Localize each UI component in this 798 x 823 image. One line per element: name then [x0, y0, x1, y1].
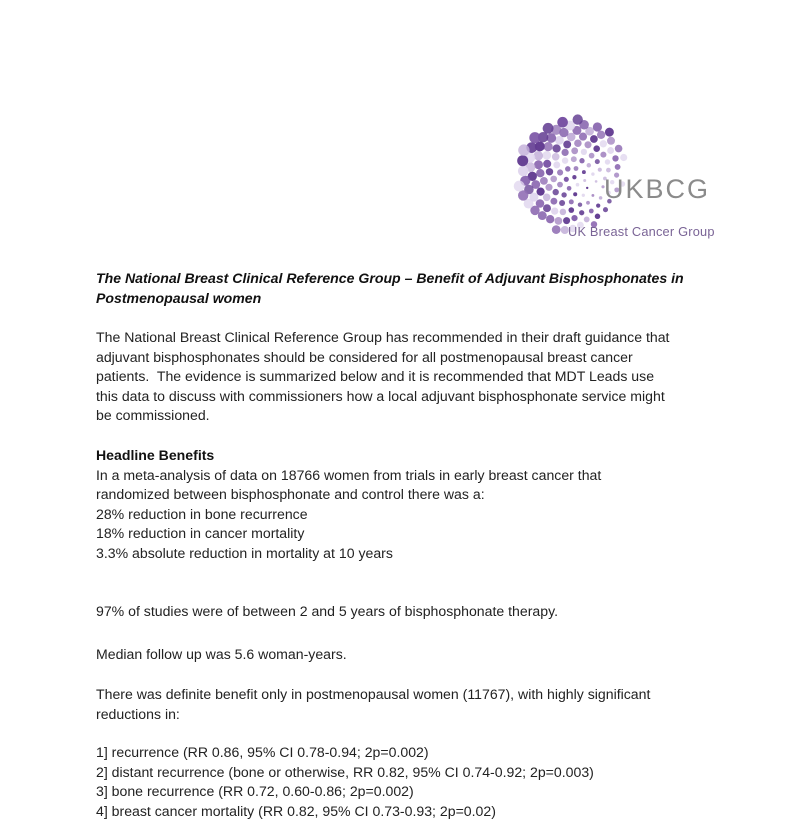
logo-dot: [591, 172, 594, 175]
logo-dot: [561, 149, 568, 156]
text-line: 4] breast cancer mortality (RR 0.82, 95% CI 0.73-0.93; 2p=0.02): [96, 802, 496, 819]
logo-dot: [581, 149, 587, 155]
logo-dot: [518, 144, 529, 155]
logo-dot: [571, 156, 577, 162]
headline-benefits-body: [96, 466, 601, 564]
headline-benefits-heading: Headline Benefits: [96, 447, 215, 463]
logo-dot: [595, 180, 598, 183]
logo-dot: [518, 166, 529, 177]
text-line: 28% reduction in bone recurrence: [96, 505, 308, 522]
logo-dot: [565, 166, 571, 172]
logo-dot: [529, 132, 540, 143]
logo-dot: [574, 139, 582, 147]
text-line: 1] recurrence (RR 0.86, 95% CI 0.78-0.94; 2p=0.002): [96, 744, 429, 760]
logo-dot: [571, 215, 577, 221]
logo-dot: [598, 168, 602, 172]
logo-dot: [607, 147, 614, 154]
logo-dot: [576, 183, 580, 187]
reduction-list: [96, 743, 594, 821]
logo-dot: [543, 194, 551, 202]
text-line: The National Breast Clinical Reference Group has recommended in their draft guidance that: [96, 329, 670, 345]
logo-dot: [544, 142, 553, 151]
logo-dot: [550, 198, 557, 205]
logo-dot: [600, 140, 607, 147]
text-line: In a meta-analysis of data on 18766 women from trials in early breast cancer that: [96, 466, 602, 483]
text-line: Postmenopausal women: [96, 289, 262, 306]
logo-dot: [589, 153, 595, 159]
logo-dot: [545, 184, 552, 191]
logo-dot: [517, 155, 528, 166]
intro-paragraph: [96, 328, 669, 426]
logo-dot: [603, 207, 608, 212]
logo-dot: [562, 157, 568, 163]
logo-dot: [600, 152, 606, 158]
logo-dot: [546, 215, 554, 223]
logo-dot: [561, 192, 566, 197]
studies-duration-text: 97% of studies were of between 2 and 5 years of bisphosphonate therapy.: [96, 603, 559, 619]
logo-dot: [620, 154, 627, 161]
logo-dot: [518, 190, 528, 200]
logo-dot: [540, 177, 548, 185]
logo-dot: [578, 202, 582, 206]
text-line: reductions in:: [96, 705, 180, 722]
logo-dot: [559, 200, 565, 206]
logo-dot: [573, 192, 577, 196]
logo-dot: [557, 117, 568, 128]
logo-dot: [557, 169, 563, 175]
logo-dot: [550, 176, 557, 183]
median-followup-text: Median follow up was 5.6 woman-years.: [96, 646, 347, 662]
logo-dot: [589, 209, 594, 214]
logo-dot: [572, 175, 576, 179]
logo-dot: [579, 158, 584, 163]
logo-dot: [552, 144, 560, 152]
logo-dot: [595, 214, 601, 220]
logo-dot: [615, 164, 621, 170]
logo-dot: [553, 161, 560, 168]
logo-dot: [564, 177, 569, 182]
logo-dot: [590, 135, 598, 143]
logo-dot: [560, 209, 567, 216]
logo-dot: [551, 207, 558, 214]
logo-dot: [583, 179, 586, 182]
logo-dot: [593, 145, 600, 152]
logo-dot: [552, 225, 561, 234]
logo-dot: [582, 170, 586, 174]
logo-dot: [582, 194, 585, 197]
logo-dot: [555, 136, 564, 145]
logo-dot: [597, 131, 605, 139]
text-line: The National Breast Clinical Reference Group – Benefit of Adjuvant Bisphosphonates in: [96, 270, 684, 286]
text-line: 18% reduction in cancer mortality: [96, 525, 305, 542]
logo-dot: [584, 216, 590, 222]
logo-dot: [537, 188, 545, 196]
text-line: randomized between bisphosphonate and control there was a:: [96, 486, 485, 503]
text-line: 3.3% absolute reduction in mortality at 10 years: [96, 544, 393, 561]
logo-dot: [557, 182, 563, 188]
text-line: 3] bone recurrence (RR 0.72, 0.60-0.86; 2p=0.002): [96, 783, 414, 800]
logo-dot: [571, 147, 578, 154]
logo-dot: [563, 140, 571, 148]
logo-dot: [569, 199, 574, 204]
logo-dot: [606, 168, 611, 173]
logo-wordmark: UKBCG: [604, 174, 711, 204]
logo-dot: [543, 160, 551, 168]
document-title: [96, 269, 684, 308]
logo-dot: [552, 153, 560, 161]
logo-dot: [543, 123, 554, 134]
logo-dot: [586, 187, 588, 189]
logo-dot: [586, 201, 590, 205]
logo-dot: [543, 204, 551, 212]
logo-dot: [579, 210, 584, 215]
logo-dot: [568, 207, 574, 213]
logo-dot: [595, 159, 600, 164]
logo-dot: [567, 186, 572, 191]
logo-dot: [584, 141, 591, 148]
text-line: adjuvant bisphosphonates should be considered for all postmenopausal breast cancer: [96, 348, 633, 365]
logo-dot: [591, 194, 594, 197]
postmenopausal-benefit-paragraph: [96, 685, 650, 724]
text-line: be commissioned.: [96, 407, 210, 424]
logo-dot: [599, 196, 603, 200]
text-line: this data to discuss with commissioners how a local adjuvant bisphosphonate service might: [96, 387, 665, 404]
logo-dot: [615, 145, 623, 153]
logo-dot: [574, 166, 579, 171]
logo-dot: [605, 128, 614, 137]
logo-dot: [514, 181, 525, 192]
logo-dot: [536, 169, 544, 177]
text-line: 2] distant recurrence (bone or otherwise, RR 0.82, 95% CI 0.74-0.92; 2p=0.003): [96, 763, 594, 780]
logo-dot: [573, 114, 583, 124]
text-line: patients. The evidence is summarized below and it is recommended that MDT Leads use: [96, 368, 655, 385]
logo-dot: [605, 159, 610, 164]
logo-dot: [593, 122, 602, 131]
logo-dot: [612, 155, 618, 161]
logo-dot: [542, 151, 551, 160]
headline-benefits-section: [96, 446, 601, 564]
logo-tagline: UK Breast Cancer Group: [568, 224, 715, 239]
logo-dot: [587, 163, 592, 168]
logo-dot: [555, 217, 563, 225]
logo-dot: [546, 168, 553, 175]
logo-dot: [607, 137, 615, 145]
logo-dot: [579, 133, 587, 141]
logo-dot: [553, 189, 559, 195]
logo-dot: [596, 203, 600, 207]
text-line: There was definite benefit only in postmenopausal women (11767), with highly significant: [96, 686, 651, 702]
